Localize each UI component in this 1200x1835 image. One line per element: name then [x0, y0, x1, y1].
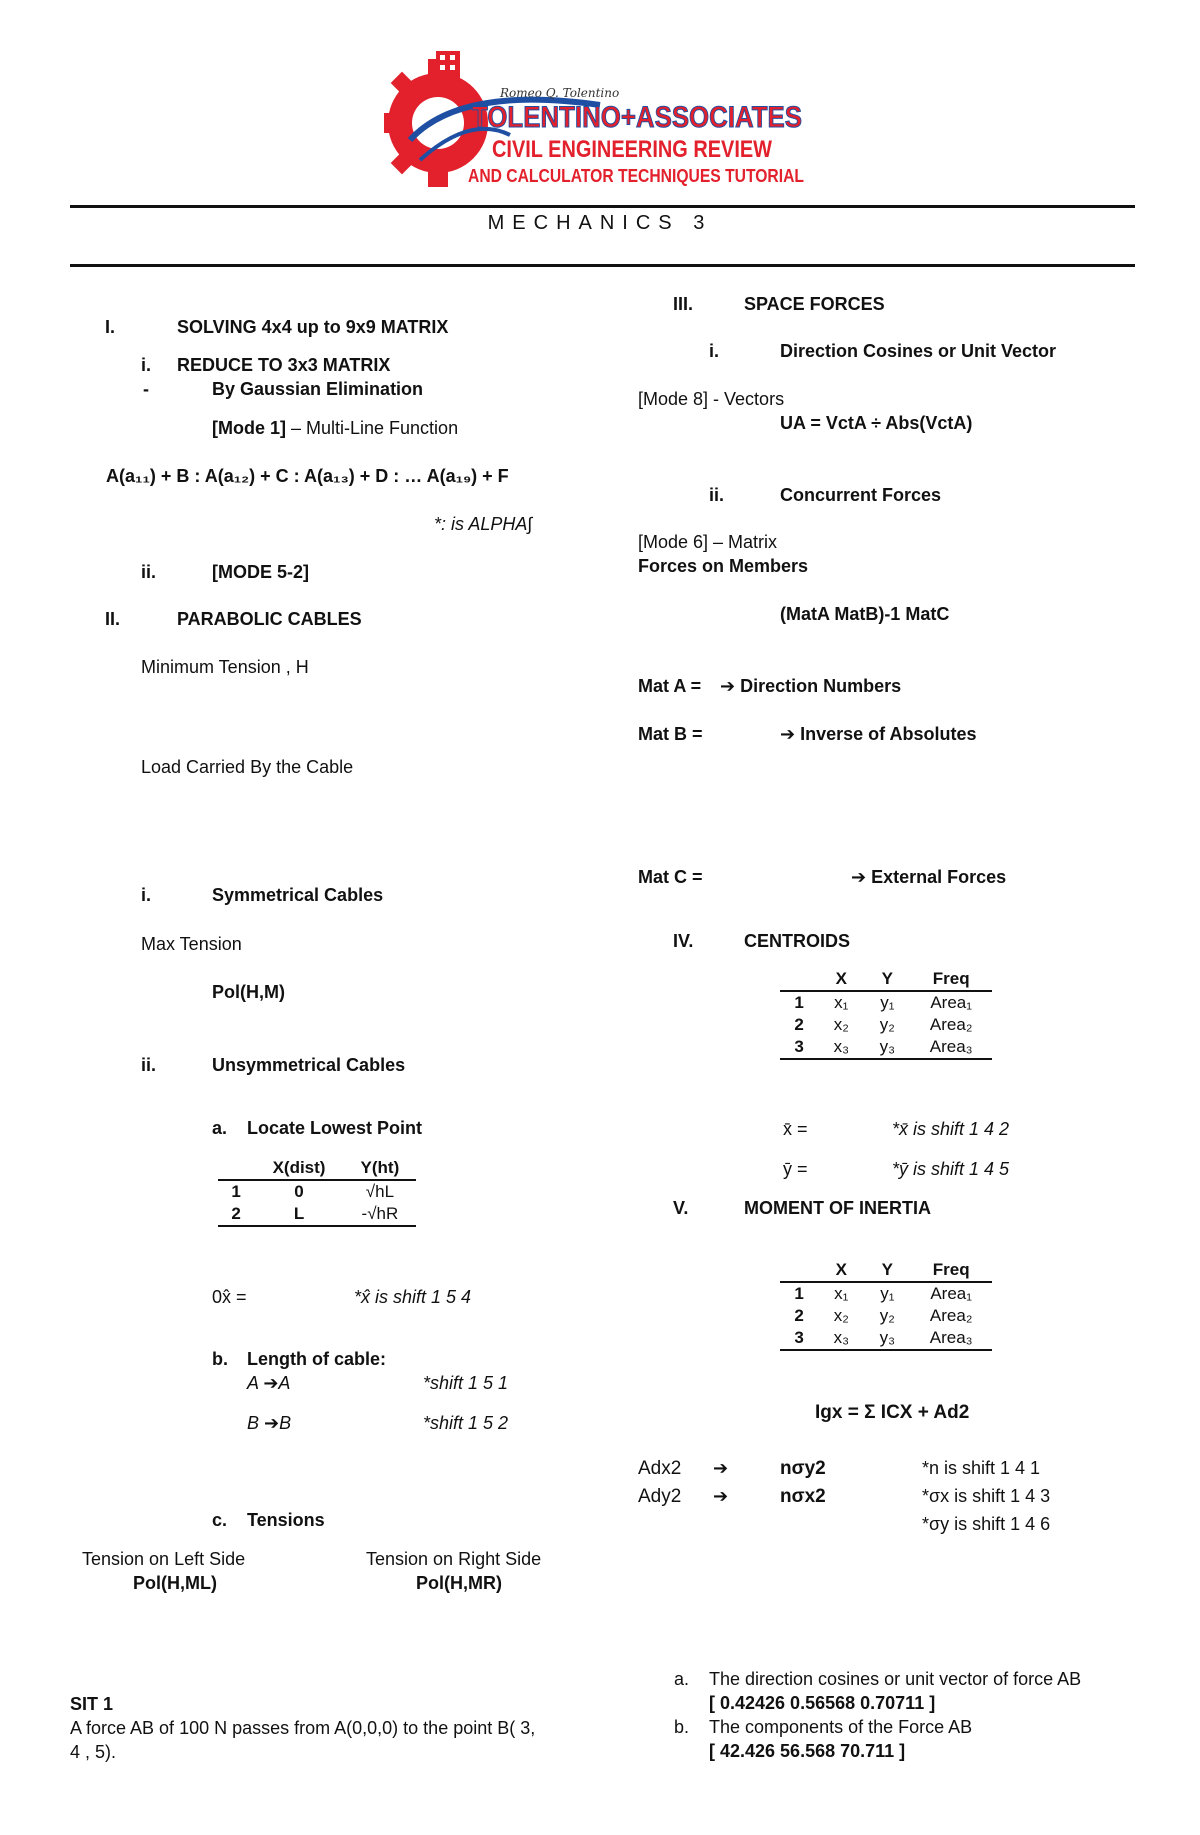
minimum-tension: Minimum Tension , H [141, 657, 309, 677]
mat-a-label: Mat A = [638, 676, 702, 696]
mat-c-desc: ➔ External Forces [851, 867, 1007, 887]
table-cell: 0 [294, 1182, 304, 1201]
table-cell: y₁ [880, 1284, 895, 1303]
table-cell: x₃ [818, 1036, 864, 1059]
situation-text-1: A force AB of 100 N passes from A(0,0,0) to the point B( 3, [70, 1718, 536, 1738]
length-b-to-b: B ➔B [247, 1413, 292, 1433]
adx-arrow: ➔ [713, 1458, 729, 1478]
mode1-desc: – Multi-Line Function [286, 418, 459, 438]
load-carried: Load Carried By the Cable [141, 757, 354, 777]
section-1i-title: REDUCE TO 3x3 MATRIX [177, 355, 391, 375]
y-bar-label: ȳ = [783, 1159, 808, 1179]
table-cell: Area₃ [910, 1327, 992, 1350]
table-header: Y [864, 968, 910, 991]
pol-hm: Pol(H,M) [212, 982, 285, 1002]
section-1ii-title: [MODE 5-2] [212, 562, 310, 582]
ady-arrow: ➔ [713, 1486, 729, 1506]
section-5-title: MOMENT OF INERTIA [744, 1198, 931, 1218]
table-cell: 2 [794, 1306, 804, 1325]
table-cell: 2 [218, 1203, 254, 1226]
section-3ii-number: ii. [709, 485, 725, 505]
table-header: X [818, 968, 864, 991]
mat-b-desc: ➔ Inverse of Absolutes [780, 724, 977, 744]
lowest-point-x-label: 0x̂ = [212, 1287, 247, 1307]
table-cell: 1 [794, 1284, 804, 1303]
logo-signature: Romeo Q. Tolentino [500, 86, 620, 100]
table-header [218, 1157, 254, 1180]
section-1ii-number: ii. [141, 562, 157, 582]
parallel-axis-formula: Igx = Σ ICX + Ad2 [815, 1402, 970, 1423]
table-cell: x₁ [834, 993, 849, 1012]
table-row [780, 1305, 992, 1327]
gaussian-elimination: By Gaussian Elimination [212, 379, 424, 399]
table-cell: 1 [231, 1182, 241, 1201]
company-logo [380, 45, 820, 195]
table-cell: y₁ [880, 993, 895, 1012]
section-1i-dash: - [143, 379, 149, 399]
page-title: MECHANICS 3 [487, 212, 713, 234]
section-3-title: SPACE FORCES [744, 294, 885, 314]
item-a-label: a. [212, 1118, 228, 1138]
question-a-answer: [ 0.42426 0.56568 0.70711 ] [709, 1693, 936, 1713]
item-c-title: Tensions [247, 1510, 325, 1530]
lowest-point-x-note: *x̂ is shift 1 5 4 [354, 1287, 472, 1307]
table-row [780, 1014, 992, 1036]
question-a-label: a. [674, 1669, 690, 1689]
adx-note: *n is shift 1 4 1 [922, 1458, 1041, 1478]
table-cell: y₂ [879, 1015, 895, 1034]
table-row [780, 1036, 992, 1059]
mode1-label: [Mode 1] [212, 418, 286, 438]
table-cell: 3 [780, 1036, 818, 1059]
adx-label: Adx2 [638, 1458, 682, 1479]
table-header: Freq [910, 968, 992, 991]
adx-value: nσy2 [780, 1458, 826, 1479]
table-cell: Area₂ [929, 1015, 973, 1034]
forces-on-members: Forces on Members [638, 556, 809, 576]
question-a-text: The direction cosines or unit vector of force AB [709, 1669, 1082, 1689]
situation-text-2: 4 , 5). [70, 1742, 117, 1762]
table-cell: x₂ [833, 1306, 849, 1325]
x-bar-label: x̄ = [783, 1119, 808, 1139]
mat-a-desc: ➔ Direction Numbers [720, 676, 902, 696]
table-cell: x₁ [834, 1284, 849, 1303]
table-cell: Area₁ [930, 1284, 972, 1303]
item-a-title: Locate Lowest Point [247, 1118, 423, 1138]
unit-vector-formula: UA = VctA ÷ Abs(VctA) [780, 413, 973, 433]
item-b-label: b. [212, 1349, 228, 1369]
table-cell: y₂ [879, 1306, 895, 1325]
max-tension: Max Tension [141, 934, 242, 954]
table-cell: 3 [780, 1327, 818, 1350]
section-1-title: SOLVING 4x4 up to 9x9 MATRIX [177, 317, 449, 337]
tension-right-formula: Pol(H,MR) [416, 1573, 502, 1593]
table-row [780, 991, 992, 1014]
table-cell: 2 [794, 1015, 804, 1034]
section-1i-number: i. [141, 355, 152, 375]
x-bar-note: *x̄ is shift 1 4 2 [892, 1119, 1010, 1139]
section-3ii-title: Concurrent Forces [780, 485, 942, 505]
table-row [218, 1180, 416, 1203]
tension-left-formula: Pol(H,ML) [133, 1573, 217, 1593]
lowest-point-table [218, 1157, 416, 1227]
table-cell: y₃ [864, 1036, 910, 1059]
section-2-number: II. [105, 609, 121, 629]
length-b-note: *shift 1 5 2 [423, 1413, 509, 1433]
mode6-label: [Mode 6] – Matrix [638, 532, 778, 552]
table-row [780, 1327, 992, 1350]
table-cell: -√hR [344, 1203, 416, 1226]
centroid-table [780, 968, 992, 1060]
section-1-number: I. [105, 317, 116, 337]
tension-left-label: Tension on Left Side [82, 1549, 246, 1569]
table-cell: √hL [365, 1182, 395, 1201]
section-2ii-number: ii. [141, 1055, 157, 1075]
length-a-to-a: A ➔A [247, 1373, 291, 1393]
section-3i-number: i. [709, 341, 720, 361]
mode8-label: [Mode 8] - Vectors [638, 389, 785, 409]
title-top-rule [70, 205, 1135, 208]
logo-line3: AND CALCULATOR TECHNIQUES TUTORIAL [468, 166, 804, 186]
table-header: Y [864, 1259, 910, 1282]
situation-title: SIT 1 [70, 1694, 114, 1714]
ady-value: nσx2 [780, 1486, 826, 1507]
table-header [780, 968, 818, 991]
question-b-text: The components of the Force AB [709, 1717, 973, 1737]
table-cell: Area₁ [930, 993, 972, 1012]
table-header: X [818, 1259, 864, 1282]
section-4-number: IV. [673, 931, 694, 951]
section-5-number: V. [673, 1198, 689, 1218]
item-c-label: c. [212, 1510, 228, 1530]
section-2i-title: Symmetrical Cables [212, 885, 384, 905]
mat-b-label: Mat B = [638, 724, 703, 744]
table-header: X(dist) [254, 1157, 344, 1180]
table-cell: Area₃ [910, 1036, 992, 1059]
mode1-line [212, 418, 458, 439]
table-cell: x₂ [833, 1015, 849, 1034]
tension-right-label: Tension on Right Side [366, 1549, 542, 1569]
section-2i-number: i. [141, 885, 152, 905]
title-bottom-rule [70, 264, 1135, 267]
question-b-label: b. [674, 1717, 690, 1737]
mat-c-label: Mat C = [638, 867, 703, 887]
matrix-formula: (MatA MatB)-1 MatC [780, 604, 950, 624]
table-header: Freq [910, 1259, 992, 1282]
section-3-number: III. [673, 294, 694, 314]
table-cell: x₃ [818, 1327, 864, 1350]
inertia-table [780, 1259, 992, 1351]
table-header [780, 1259, 818, 1282]
question-b-answer: [ 42.426 56.568 70.711 ] [709, 1741, 906, 1761]
table-cell: Area₂ [929, 1306, 973, 1325]
section-4-title: CENTROIDS [744, 931, 851, 951]
sigma-y-note: *σy is shift 1 4 6 [922, 1514, 1051, 1534]
multiline-formula: A(a₁₁) + B : A(a₁₂) + C : A(a₁₃) + D : … A(a₁₉) + F [106, 466, 509, 486]
table-header: Y(ht) [344, 1157, 416, 1180]
y-bar-note: *ȳ is shift 1 4 5 [892, 1159, 1010, 1179]
section-2ii-title: Unsymmetrical Cables [212, 1055, 406, 1075]
alpha-note: *: is ALPHA∫ [434, 514, 533, 534]
logo-name: TOLENTINO+ASSOCIATES [472, 101, 802, 134]
table-cell: y₃ [864, 1327, 910, 1350]
logo-line2: CIVIL ENGINEERING REVIEW [492, 136, 773, 163]
table-cell: L [254, 1203, 344, 1226]
table-cell: 1 [794, 993, 804, 1012]
length-a-note: *shift 1 5 1 [423, 1373, 509, 1393]
table-row [780, 1282, 992, 1305]
section-2-title: PARABOLIC CABLES [177, 609, 362, 629]
table-row [218, 1203, 416, 1226]
ady-note: *σx is shift 1 4 3 [922, 1486, 1051, 1506]
item-b-title: Length of cable: [247, 1349, 386, 1369]
section-3i-title: Direction Cosines or Unit Vector [780, 341, 1057, 361]
ady-label: Ady2 [638, 1486, 682, 1507]
